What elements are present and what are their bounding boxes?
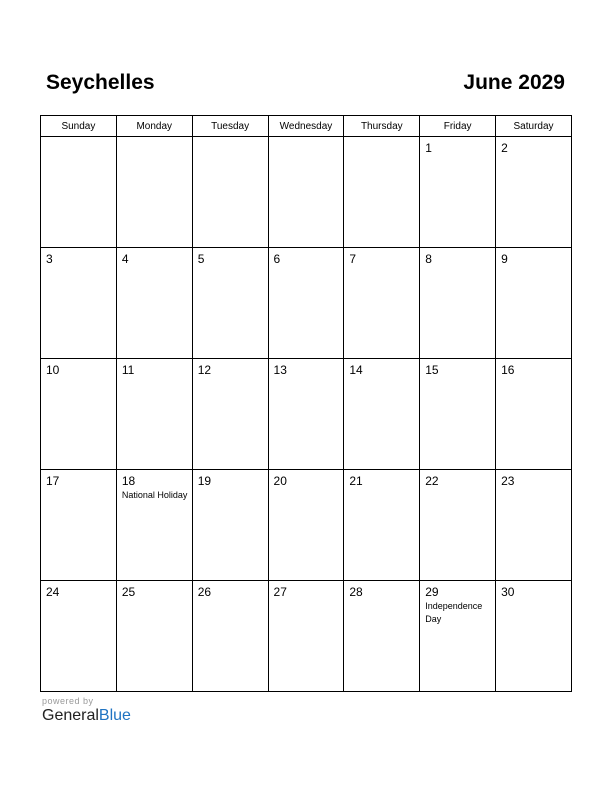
calendar-day-cell[interactable] [192,581,268,692]
calendar-day-cell[interactable] [344,470,420,581]
weekday-header: Monday [116,116,192,137]
day-number: 10 [46,363,60,377]
day-number: 16 [501,363,515,377]
day-number: 27 [273,585,287,599]
calendar-day-cell[interactable] [192,248,268,359]
calendar-day-cell[interactable] [344,581,420,692]
day-number: 25 [121,585,136,599]
calendar-day-cell[interactable] [268,470,344,581]
calendar-week-row [41,248,572,359]
weekday-header: Saturday [496,116,572,137]
day-number: 17 [46,474,60,488]
calendar-day-cell[interactable] [344,248,420,359]
calendar-week-row [41,581,572,692]
day-number: 9 [501,252,508,266]
calendar-day-cell[interactable] [192,470,268,581]
day-number: 28 [349,585,363,599]
calendar-day-cell[interactable] [116,359,192,470]
day-number: 24 [46,585,60,599]
day-number: 7 [349,252,357,266]
calendar-day-cell[interactable] [116,581,192,692]
day-number: 3 [46,252,53,266]
calendar-day-cell[interactable] [344,359,420,470]
day-number: 8 [425,252,432,266]
calendar-day-cell[interactable] [192,137,268,248]
calendar-day-cell[interactable] [420,359,496,470]
weekday-header: Thursday [344,116,420,137]
weekday-header: Sunday [41,116,117,137]
day-number: 29 [425,585,439,599]
holiday-label: Independence Day [425,601,483,624]
country-title: Seychelles [46,71,155,94]
calendar-day-cell[interactable] [116,137,192,248]
calendar-day-cell[interactable] [192,359,268,470]
day-number: 30 [501,585,515,599]
calendar-day-cell[interactable] [41,359,117,470]
brand-name-blue: Blue [98,707,131,724]
calendar-day-cell[interactable] [496,470,572,581]
calendar-week-row [41,359,572,470]
calendar-day-cell[interactable] [41,470,117,581]
brand-name-general: General [42,707,99,724]
calendar-day-cell[interactable] [344,137,420,248]
calendar-day-cell[interactable] [496,137,572,248]
calendar-day-cell[interactable] [420,470,496,581]
weekday-header-row [41,116,572,137]
day-number: 4 [121,252,129,266]
calendar-day-cell[interactable] [41,137,117,248]
day-number: 21 [349,474,363,488]
footer-branding [42,696,131,725]
day-number: 5 [197,252,205,266]
calendar-day-cell[interactable] [496,581,572,692]
day-number: 2 [501,141,508,155]
calendar-day-cell[interactable] [496,359,572,470]
day-number: 23 [501,474,515,488]
day-number: 26 [197,585,212,599]
calendar-day-cell[interactable] [116,470,192,581]
brand-logo[interactable] [42,707,131,725]
calendar-day-cell[interactable] [268,581,344,692]
calendar-day-cell[interactable] [420,248,496,359]
day-number: 18 [121,474,136,488]
calendar-day-cell[interactable] [116,248,192,359]
calendar-day-cell[interactable] [41,581,117,692]
day-number: 6 [273,252,281,266]
day-number: 13 [273,363,287,377]
calendar-day-cell[interactable] [268,359,344,470]
day-number: 12 [197,363,212,377]
calendar-day-cell[interactable] [496,248,572,359]
day-number: 1 [425,141,432,155]
calendar-day-cell[interactable] [268,248,344,359]
calendar-week-row [41,470,572,581]
calendar-week-row [41,137,572,248]
calendar-day-cell[interactable] [268,137,344,248]
calendar-day-cell[interactable] [420,581,496,692]
holiday-label: National Holiday [121,490,188,500]
powered-by-label: powered by [42,696,94,706]
day-number: 19 [197,474,212,488]
weekday-header: Friday [420,116,496,137]
day-number: 22 [425,474,439,488]
day-number: 14 [349,363,363,377]
calendar-grid [40,115,572,692]
day-number: 11 [121,363,135,377]
calendar-day-cell[interactable] [420,137,496,248]
month-year-title: June 2029 [463,71,565,94]
day-number: 20 [273,474,287,488]
weekday-header: Wednesday [268,116,344,137]
weekday-header: Tuesday [192,116,268,137]
calendar-day-cell[interactable] [41,248,117,359]
day-number: 15 [425,363,439,377]
